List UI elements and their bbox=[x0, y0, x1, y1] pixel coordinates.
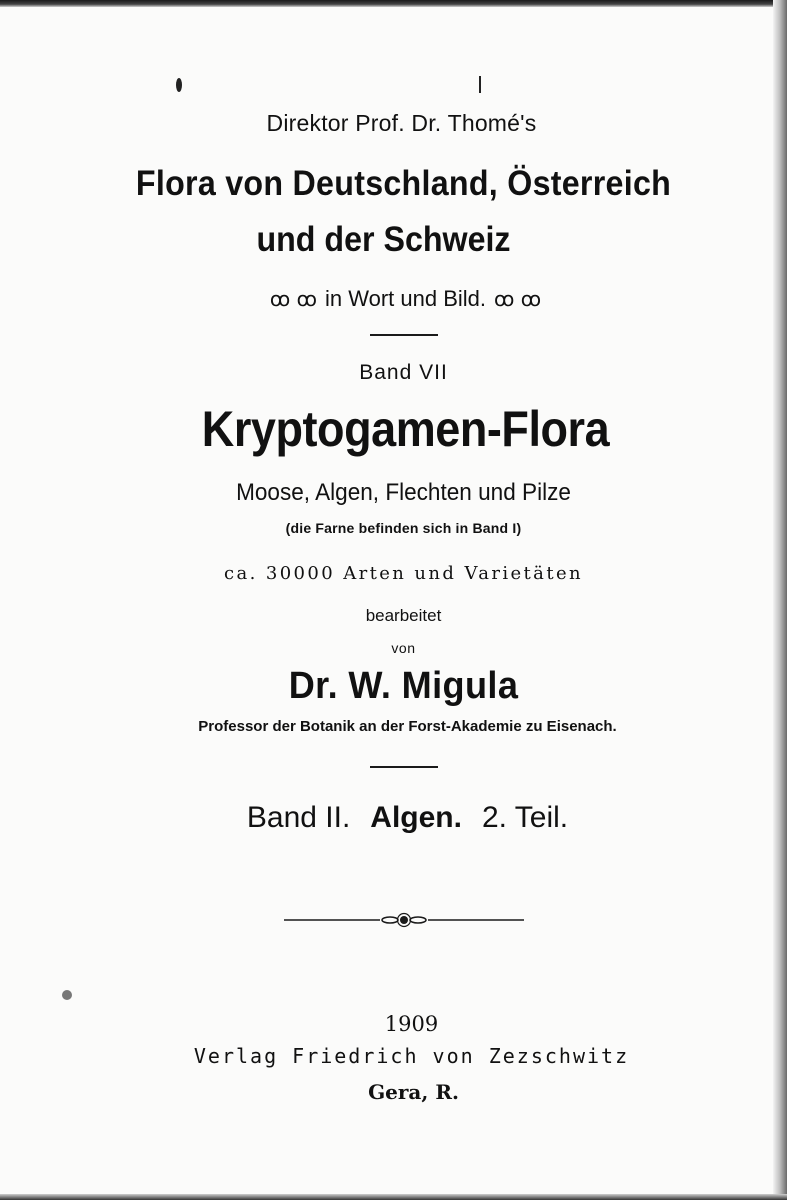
publication-place: Gera, R. bbox=[368, 1080, 459, 1104]
director-line: Direktor Prof. Dr. Thomé's bbox=[266, 110, 537, 136]
part-subject: Algen. bbox=[370, 801, 462, 834]
divider-rule bbox=[370, 766, 438, 768]
divider-rule bbox=[370, 334, 438, 336]
ornament-divider-icon bbox=[284, 912, 524, 928]
ornament-icon: ꝏ ꝏ bbox=[269, 287, 317, 311]
ornament-icon: ꝏ ꝏ bbox=[494, 287, 542, 311]
by-label: von bbox=[391, 640, 416, 656]
scan-edge-bottom bbox=[0, 1194, 787, 1200]
publication-year: 1909 bbox=[384, 1012, 439, 1036]
main-title: Kryptogamen-Flora bbox=[201, 401, 610, 457]
part-line bbox=[14, 801, 787, 835]
contents-line: Moose, Algen, Flechten und Pilze bbox=[236, 479, 571, 506]
author-affiliation: Professor der Botanik an der Forst-Akademie zu Eisenach. bbox=[198, 718, 617, 735]
subtitle-line bbox=[12, 286, 787, 312]
title-line-1: Flora von Deutschland, Österreich bbox=[135, 164, 672, 203]
part-band: Band II. bbox=[246, 801, 351, 834]
ink-speck bbox=[176, 78, 182, 92]
subtitle-text: in Wort und Bild. bbox=[324, 286, 486, 311]
publisher: Verlag Friedrich von Zezschwitz bbox=[193, 1044, 630, 1068]
scan-edge-top bbox=[0, 0, 787, 7]
ink-mark bbox=[479, 76, 481, 93]
contents-note: (die Farne befinden sich in Band I) bbox=[285, 520, 522, 536]
volume-label: Band VII bbox=[359, 361, 448, 384]
title-line-2: und der Schweiz bbox=[256, 220, 511, 259]
author-name: Dr. W. Migula bbox=[288, 665, 519, 707]
part-number: 2. Teil. bbox=[481, 801, 569, 834]
edited-label: bearbeitet bbox=[365, 606, 442, 625]
ink-speck bbox=[62, 990, 72, 1000]
species-count: ca. 30000 Arten und Varietäten bbox=[223, 563, 583, 584]
